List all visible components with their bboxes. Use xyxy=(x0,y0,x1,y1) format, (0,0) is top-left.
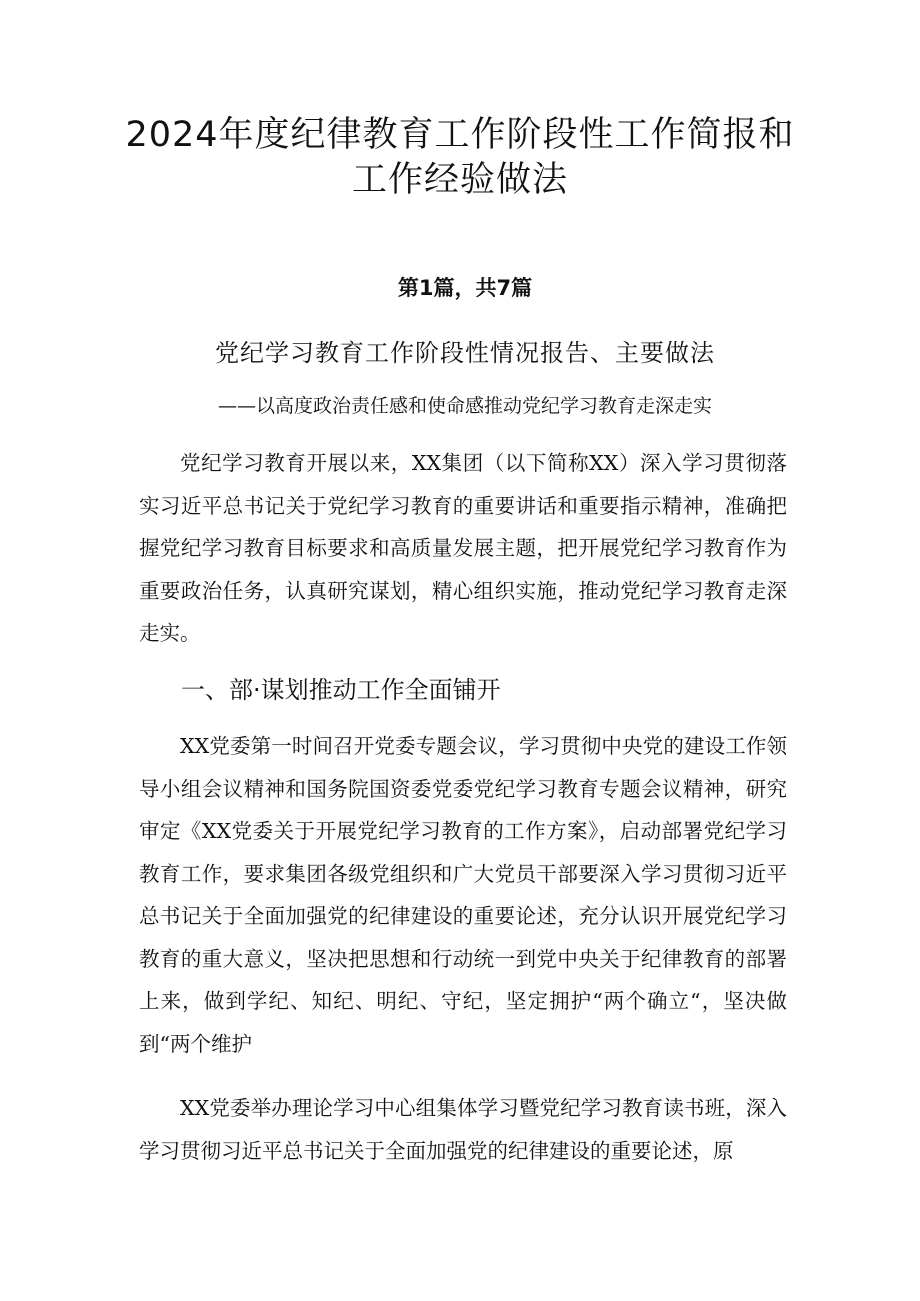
document-title-line1: 2024年度纪律教育工作阶段性工作简报和 xyxy=(125,115,795,155)
paragraph-section1-body: XX党委第一时间召开党委专题会议，学习贯彻中央党的建设工作领导小组会议精神和国务院国资委党委党纪学习教育专题会议精神，研究审定《XX党委关于开展党纪学习教育的工作方案》，启动部署党纪学习教育工作，要求集团各级党组织和广大党员干部要深入学习贯彻习近平总书记关于全面加强党的纪律建设的重要论述，充分认识开展党纪学习教育的重大意义，坚决把思想和行动统一到党中央关于纪律教育的部署上来，做到学纪、知纪、明纪、守纪，坚定拥护“两个确立“，坚决做到“两个维护 xyxy=(139,734,787,1056)
paragraph-intro: 党纪学习教育开展以来，XX集团（以下简称XX）深入学习贯彻落实习近平总书记关于党纪学习教育的重要讲话和重要指示精神，准确把握党纪学习教育目标要求和高质量发展主题，把开展党纪学习教育作为重要政治任务，认真研究谋划，精心组织实施，推动党纪学习教育走深走实。 xyxy=(139,451,787,645)
part-label: 第1篇，共7篇 xyxy=(397,276,533,300)
report-subheading: 党纪学习教育工作阶段性情况报告、主要做法 xyxy=(215,339,715,367)
section-heading-1: 一、部·谋划推动工作全面铺开 xyxy=(181,676,501,704)
document-title-line2: 工作经验做法 xyxy=(351,160,568,200)
paragraph-section1-body-2: XX党委举办理论学习中心组集体学习暨党纪学习教育读书班，深入学习贯彻习近平总书记关于全面加强党的纪律建设的重要论述，原 xyxy=(139,1096,787,1163)
report-subheading-sub: ——以高度政治责任感和使命感推动党纪学习教育走深走实 xyxy=(217,395,712,417)
